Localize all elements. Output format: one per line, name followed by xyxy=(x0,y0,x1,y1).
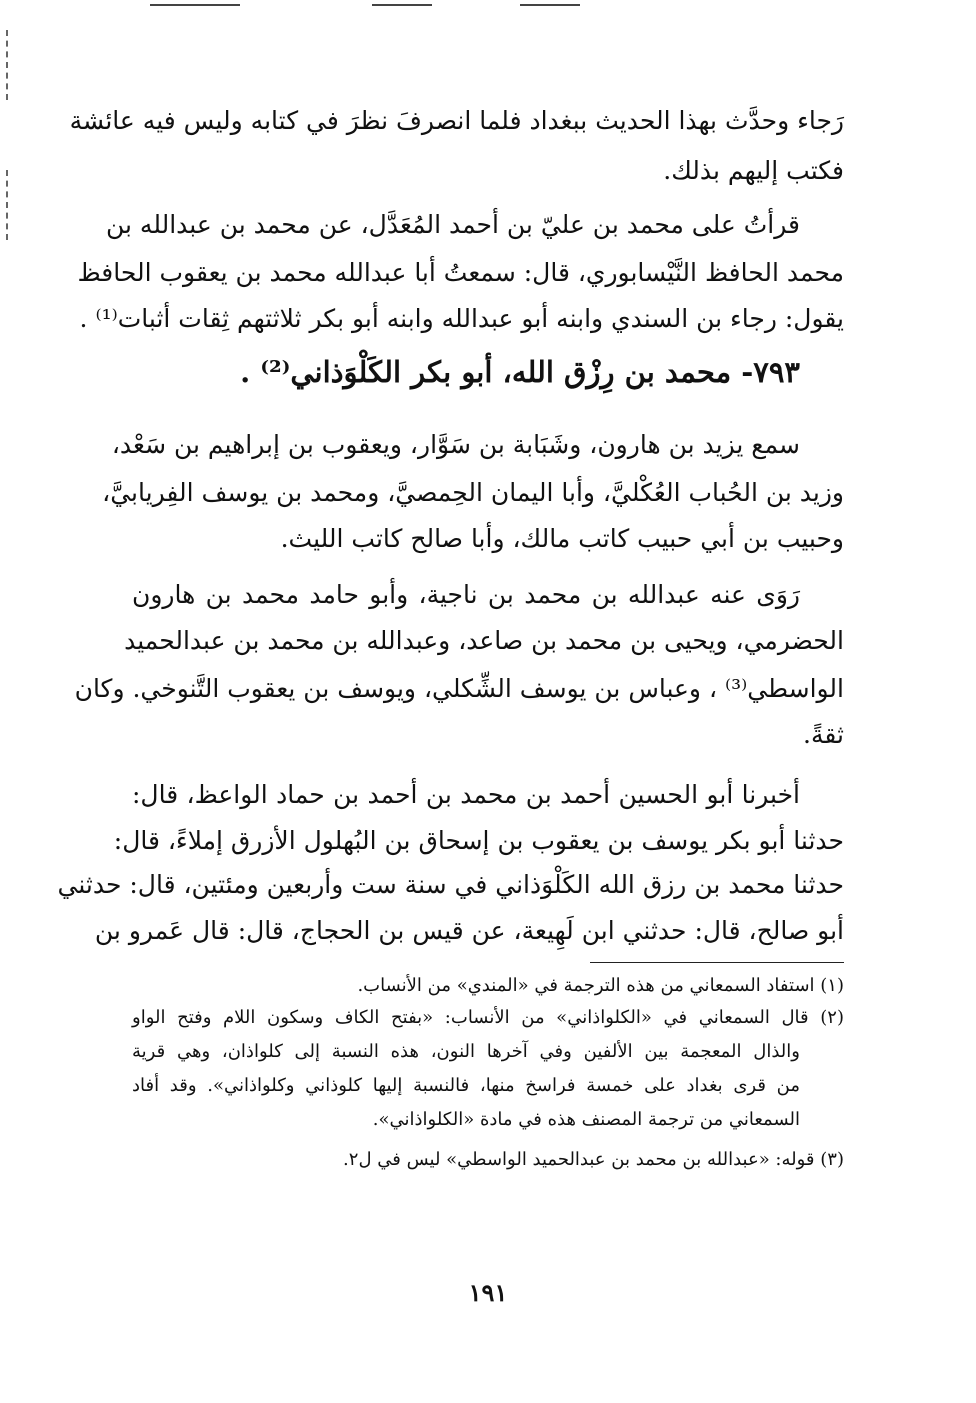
footnote-3 xyxy=(132,1146,844,1174)
footnote-line: السمعاني من ترجمة المصنف هذه في مادة «الكلواذاني». xyxy=(372,1109,800,1130)
footnote-text: قال السمعاني في «الكلواذاني» من الأنساب: «بفتح الكاف وسكون اللام وفتح الواو xyxy=(132,1007,809,1028)
footnote-marker: (٣) xyxy=(820,1149,844,1170)
page-number: ١٩١ xyxy=(468,1278,508,1307)
text-line: فكتب إليهم بذلك. xyxy=(663,156,844,185)
footnote-marker: (١) xyxy=(820,975,844,996)
text-line: أخبرنا أبو الحسين أحمد بن محمد بن أحمد بن حماد الواعظ، قال: xyxy=(132,780,800,809)
footnote-2 xyxy=(132,1004,844,1032)
footnote-text: استفاد السمعاني من هذه الترجمة في «المندي» من الأنساب. xyxy=(357,975,815,996)
text-line: رَوَى عنه عبدالله بن محمد بن ناجية، وأبو حامد محمد بن هارون xyxy=(132,580,800,609)
text-line: الواسطي⁽³⁾ ، وعباس بن يوسف الشِّكلي، ويوسف بن يعقوب التَّنوخي. وكان xyxy=(74,674,844,703)
footnote-separator xyxy=(590,962,844,963)
text-line: الحضرمي، ويحيى بن محمد بن صاعد، وعبدالله بن محمد بن عبدالحميد xyxy=(124,626,844,655)
entry-heading: ٧٩٣- محمد بن رِزْق الله، أبو بكر الكَلْوَذاني⁽²⁾ . xyxy=(240,355,800,389)
text-line: ثقةً. xyxy=(803,720,844,749)
text-line: سمع يزيد بن هارون، وشَبَابة بن سَوَّار، ويعقوب بن إبراهيم بن سَعْد، xyxy=(111,430,800,459)
footnote-line: والذال المعجمة بين الألفين وفي آخرها النون، هذه النسبة إلى كلواذان، وهي قرية xyxy=(132,1041,800,1062)
text-line: حدثنا محمد بن رزق الله الكَلْوَذاني في سنة ست وأربعين ومئتين، قال: حدثني xyxy=(57,870,844,899)
top-rule-middle xyxy=(372,4,432,6)
text-line: وزيد بن الحُباب العُكْليَّ، وأبا اليمان الحِمصيَّ، ومحمد بن يوسف الفِريابيَّ، xyxy=(102,478,844,507)
footnote-line: من قرى بغداد على خمسة فراسخ منها، فالنسبة إليها كلوذاني وكلواذاني». وقد أفاد xyxy=(132,1075,800,1096)
margin-ticks-middle xyxy=(6,170,10,240)
top-rule-right xyxy=(520,4,580,6)
text-line: حدثنا أبو بكر يوسف بن يعقوب بن إسحاق بن البُهلول الأزرق إملاءً، قال: xyxy=(113,826,844,855)
text-line: أبو صالح، قال: حدثني ابن لَهِيعة، عن قيس بن الحجاج، قال: قال عَمرو بن xyxy=(94,916,844,945)
footnote-marker: (٢) xyxy=(820,1007,844,1028)
text-line: يقول: رجاء بن السندي وابنه أبو عبدالله وابنه أبو بكر ثلاثتهم ثِقات أثبات⁽¹⁾ . xyxy=(79,304,844,333)
footnote-text: قوله: «عبدالله بن محمد بن عبدالحميد الواسطي» ليس في ل٢. xyxy=(343,1149,815,1170)
footnote-1 xyxy=(132,972,844,1000)
text-line: رَجاء وحدَّث بهذا الحديث ببغداد فلما انصرفَ نظرَ في كتابه وليس فيه عائشة xyxy=(69,106,844,135)
text-line: وحبيب بن أبي حبيب كاتب مالك، وأبا صالح كاتب الليث. xyxy=(280,524,844,553)
text-line: قرأتُ على محمد بن عليّ بن أحمد المُعَدَّل، عن محمد بن عبدالله بن xyxy=(106,210,800,239)
top-rule-left xyxy=(150,4,240,6)
margin-ticks-top xyxy=(6,30,10,100)
text-line: محمد الحافظ النَّيْسابوري، قال: سمعتُ أبا عبدالله محمد بن يعقوب الحافظ xyxy=(77,258,844,287)
